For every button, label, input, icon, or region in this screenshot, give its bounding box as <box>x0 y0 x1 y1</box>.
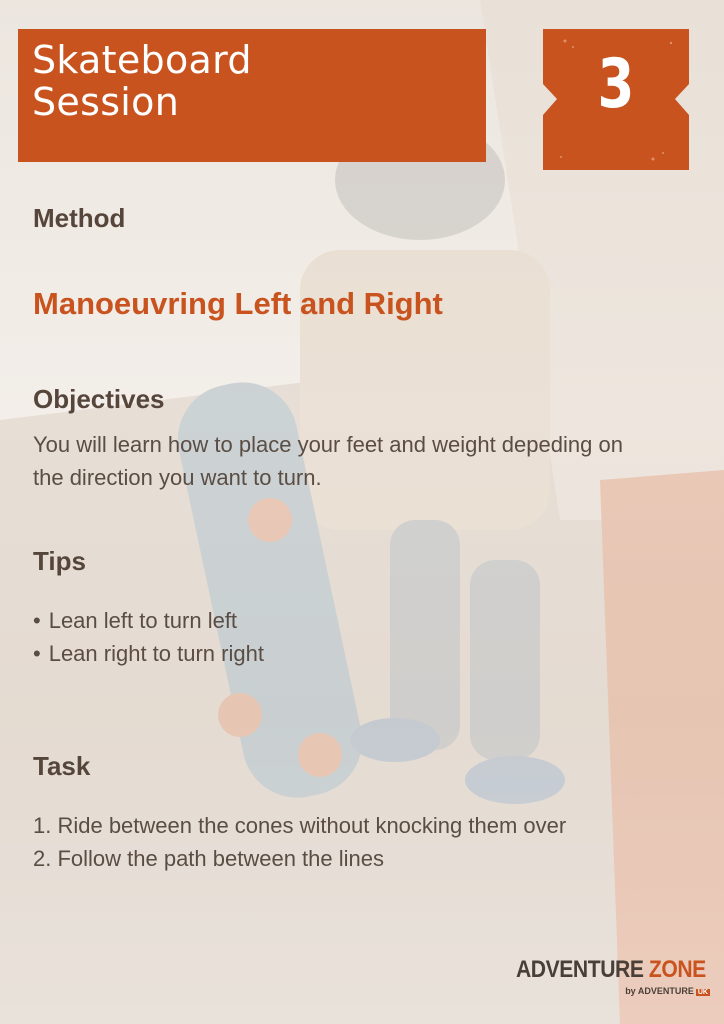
title-line-2: Session <box>32 80 180 124</box>
objectives-text <box>33 428 623 494</box>
logo-wordmark <box>516 956 706 984</box>
method-subtitle: Manoeuvring Left and Right <box>33 286 443 321</box>
session-title-box <box>18 29 486 162</box>
logo-word-2: ZONE <box>648 956 706 983</box>
title-line-1: Skateboard <box>32 38 252 82</box>
list-item <box>33 604 264 637</box>
logo-subline <box>625 986 710 996</box>
list-item: 2. Follow the path between the lines <box>33 846 385 871</box>
task-heading: Task <box>33 751 91 781</box>
session-number-badge <box>543 29 689 170</box>
logo-sub-text: by ADVENTURE <box>625 986 694 996</box>
tips-list <box>33 604 264 670</box>
task-list <box>33 809 566 875</box>
logo-tag: UK <box>697 989 708 996</box>
tips-heading: Tips <box>33 546 86 576</box>
objectives-line-1: You will learn how to place your feet and weight depeding on <box>33 432 623 457</box>
method-heading: Method <box>33 203 126 233</box>
objectives-line-2: the direction you want to turn. <box>33 465 322 490</box>
session-number: 3 <box>597 45 635 124</box>
list-item <box>33 637 264 670</box>
tip-text: Lean right to turn right <box>48 641 264 666</box>
list-item: 1. Ride between the cones without knocking them over <box>33 813 567 838</box>
logo-word-1: ADVENTURE <box>516 956 644 983</box>
adventure-zone-logo <box>516 956 710 1002</box>
tip-text: Lean left to turn left <box>48 608 238 633</box>
objectives-heading: Objectives <box>33 384 165 414</box>
